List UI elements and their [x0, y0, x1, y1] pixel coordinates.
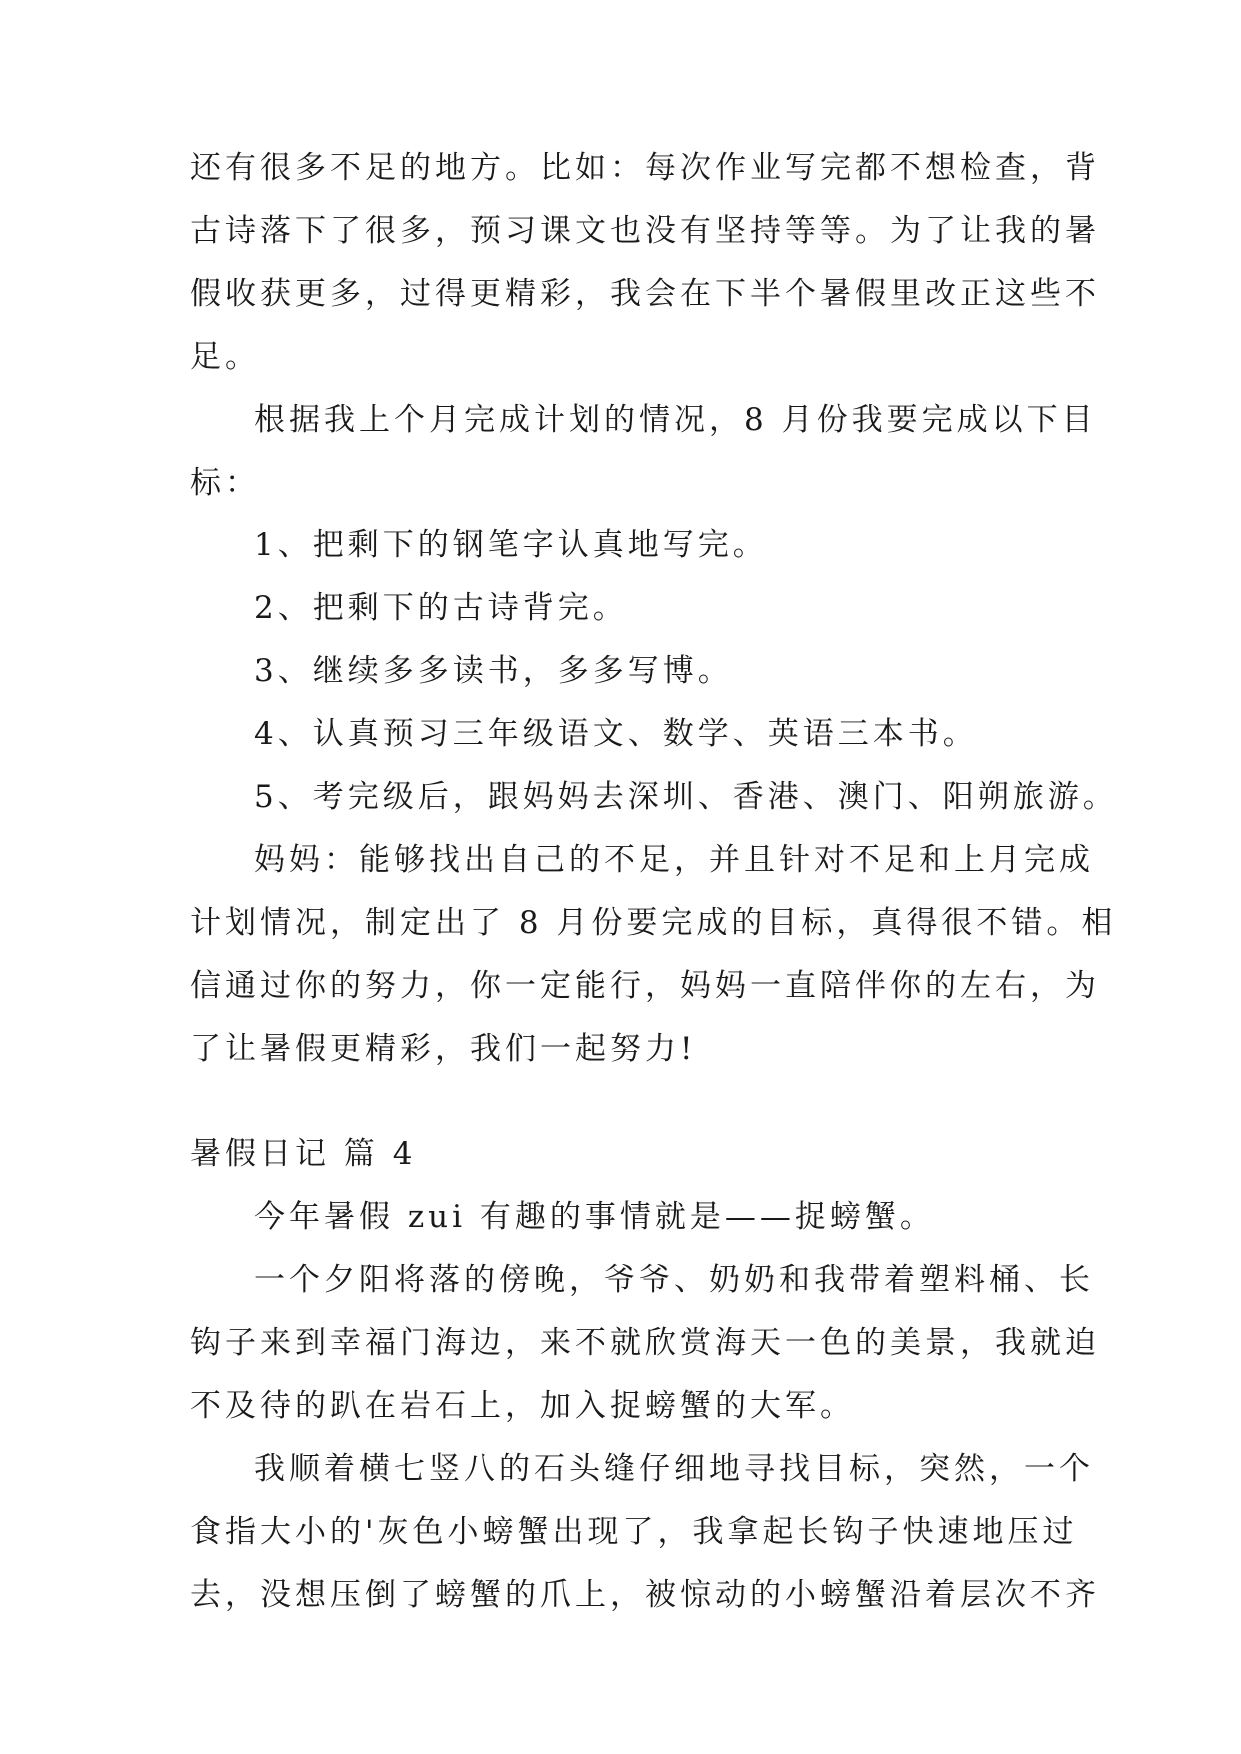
text-line: 标：: [190, 465, 260, 501]
text-line: 食指大小的'灰色小螃蟹出现了，我拿起长钩子快速地压过: [190, 1514, 1078, 1550]
text-line: 妈妈：能够找出自己的不足，并且针对不足和上月完成: [254, 842, 1094, 878]
text-line: 还有很多不足的地方。比如：每次作业写完都不想检查，背: [190, 150, 1100, 186]
text-line: 假收获更多，过得更精彩，我会在下半个暑假里改正这些不: [190, 276, 1100, 312]
text-line: 古诗落下了很多，预习课文也没有坚持等等。为了让我的暑: [190, 213, 1100, 249]
text-line: 去，没想压倒了螃蟹的爪上，被惊动的小螃蟹沿着层次不齐: [190, 1577, 1100, 1613]
list-item: 3、继续多多读书，多多写博。: [254, 653, 733, 689]
list-item: 5、考完级后，跟妈妈去深圳、香港、澳门、阳朔旅游。: [254, 779, 1118, 815]
text-line: 不及待的趴在岩石上，加入捉螃蟹的大军。: [190, 1388, 855, 1424]
list-item: 2、把剩下的古诗背完。: [254, 590, 628, 626]
text-line: 一个夕阳将落的傍晚，爷爷、奶奶和我带着塑料桶、长: [254, 1262, 1094, 1298]
text-line: 我顺着横七竖八的石头缝仔细地寻找目标，突然，一个: [254, 1451, 1094, 1487]
text-line: 计划情况，制定出了 8 月份要完成的目标，真得很不错。相: [190, 905, 1117, 941]
text-line: 信通过你的努力，你一定能行，妈妈一直陪伴你的左右，为: [190, 968, 1100, 1004]
text-line: 钩子来到幸福门海边，来不就欣赏海天一色的美景，我就迫: [190, 1325, 1100, 1361]
text-line: 足。: [190, 339, 260, 375]
section-heading: 暑假日记 篇 4: [190, 1136, 417, 1172]
text-line: 了让暑假更精彩，我们一起努力!: [190, 1031, 697, 1067]
list-item: 1、把剩下的钢笔字认真地写完。: [254, 527, 768, 563]
text-line: 今年暑假 zui 有趣的事情就是——捉螃蟹。: [254, 1199, 935, 1235]
list-item: 4、认真预习三年级语文、数学、英语三本书。: [254, 716, 978, 752]
text-line: 根据我上个月完成计划的情况，8 月份我要完成以下目: [254, 402, 1097, 438]
